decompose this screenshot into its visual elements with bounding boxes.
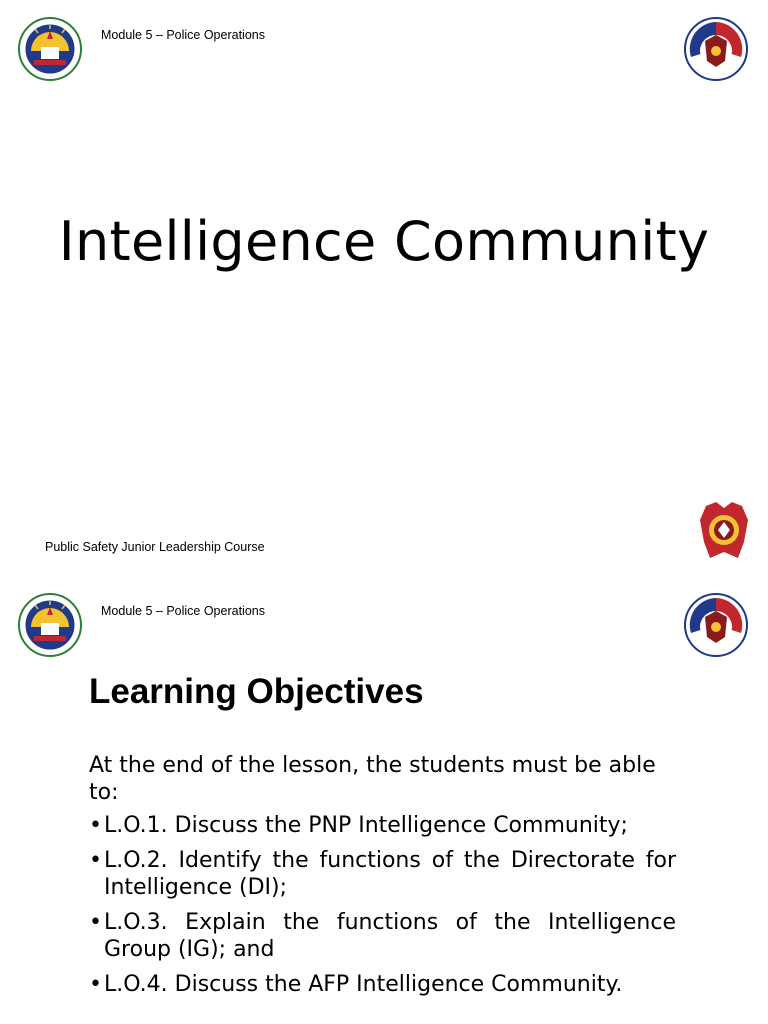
objective-text: L.O.4. Discuss the AFP Intelligence Community. — [104, 972, 623, 997]
objective-text: L.O.2. Identify the functions of the Directorate for Intelligence (DI); — [104, 848, 676, 900]
slide-title: Intelligence Community — [58, 210, 710, 273]
list-item — [89, 812, 676, 839]
objectives-slide — [0, 576, 768, 1024]
bullet-icon: • — [89, 910, 102, 935]
slide-title: Learning Objectives — [89, 672, 424, 711]
list-item — [89, 909, 676, 963]
module-label: Module 5 – Police Operations — [101, 604, 265, 618]
academy-seal-icon — [18, 593, 82, 657]
academy-seal-icon — [18, 17, 82, 81]
bullet-icon: • — [89, 972, 102, 997]
module-label: Module 5 – Police Operations — [101, 28, 265, 42]
ppsc-seal-icon — [684, 17, 748, 81]
objective-text: L.O.1. Discuss the PNP Intelligence Community; — [104, 813, 628, 838]
course-footer: Public Safety Junior Leadership Course — [45, 540, 265, 554]
objectives-list — [89, 812, 676, 998]
objective-text: L.O.3. Explain the functions of the Intelligence Group (IG); and — [104, 910, 676, 962]
pnp-badge-icon — [698, 500, 750, 560]
objectives-body — [89, 752, 676, 1006]
bullet-icon: • — [89, 813, 102, 838]
intro-text: At the end of the lesson, the students must be able to: — [89, 753, 656, 805]
list-item — [89, 971, 676, 998]
ppsc-seal-icon — [684, 593, 748, 657]
bullet-icon: • — [89, 848, 102, 873]
list-item — [89, 847, 676, 901]
